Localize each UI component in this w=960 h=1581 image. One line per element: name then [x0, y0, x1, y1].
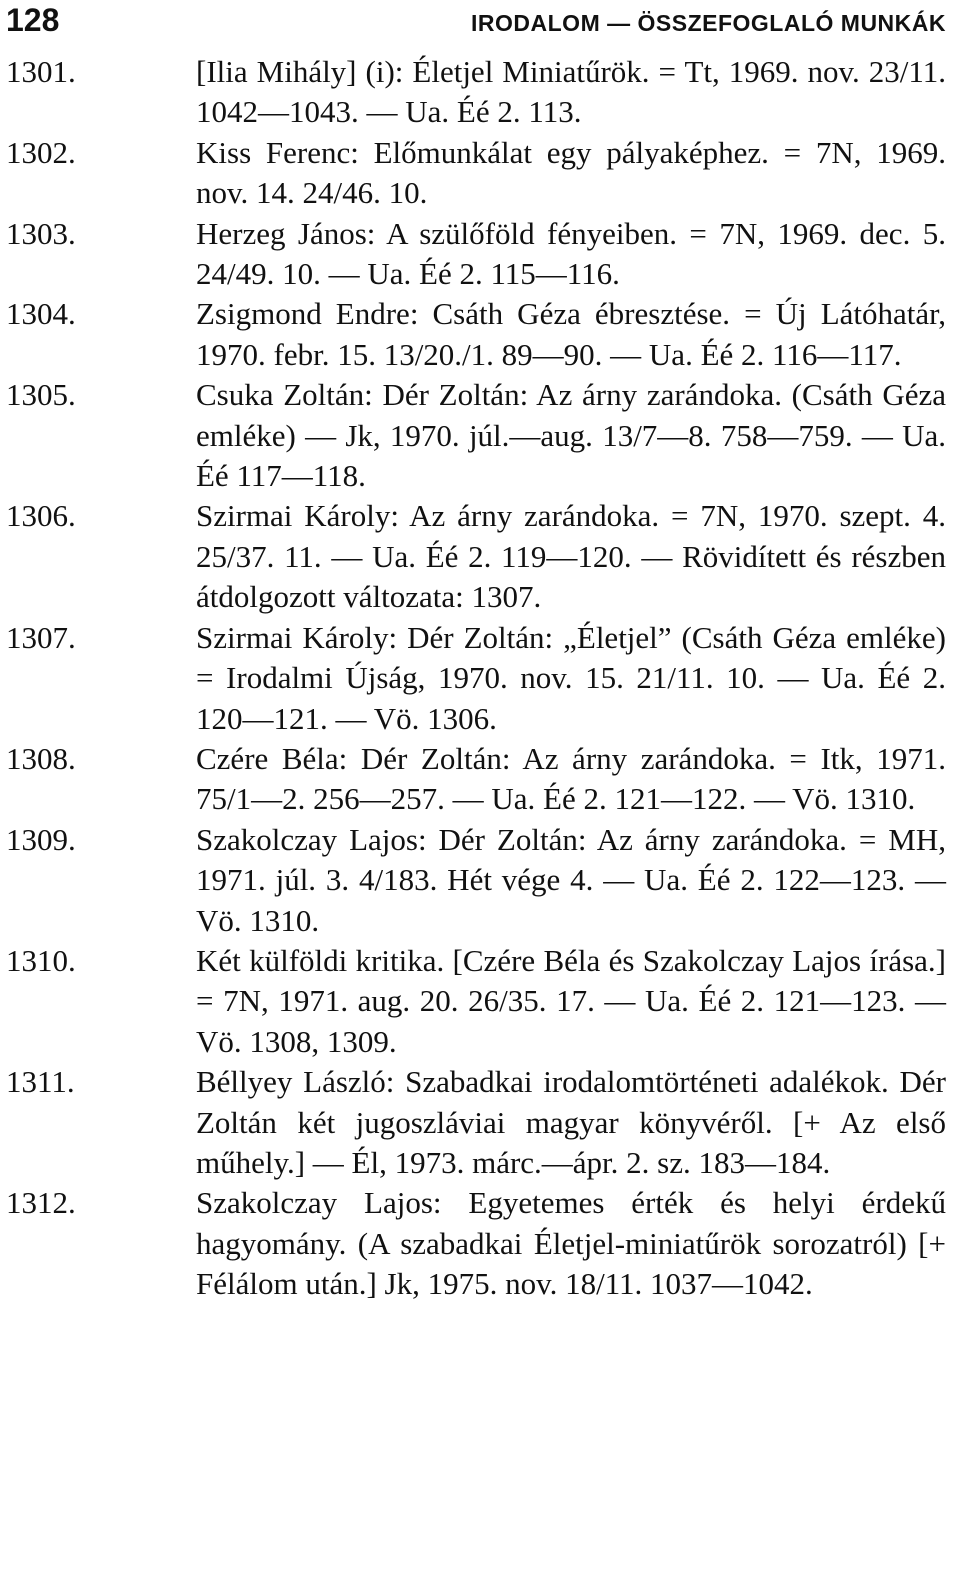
entry-number: 1310. [6, 942, 76, 978]
entry-1304 [6, 294, 946, 375]
entry-1303 [6, 214, 946, 295]
entry-1308 [6, 739, 946, 820]
entry-1310 [6, 941, 946, 1062]
running-title: IRODALOM — ÖSSZEFOGLALÓ MUNKÁK [471, 10, 946, 36]
entry-1311 [6, 1062, 946, 1183]
entry-text: Csuka Zoltán: Dér Zoltán: Az árny zarándoka. (Csáth Géza emléke) — Jk, 1970. júl.—aug. 13/7—8. 758—759. — Ua. Éé 117—118. [196, 377, 946, 494]
entry-1301 [6, 52, 946, 133]
entry-text: Szirmai Károly: Az árny zarándoka. = 7N, 1970. szept. 4. 25/37. 11. — Ua. Éé 2. 119—120. — Rövidített és részben átdolgozott változata: 1307. [196, 498, 946, 615]
entry-text: Két külföldi kritika. [Czére Béla és Szakolczay Lajos írása.] = 7N, 1971. aug. 20. 26/35. 17. — Ua. Éé 2. 121—123. — Vö. 1308, 1309. [196, 942, 946, 1059]
entry-number: 1301. [6, 54, 76, 89]
entry-text: Szakolczay Lajos: Egyetemes érték és helyi érdekű hagyomány. (A szabadkai Életjel-miniatűrök sorozatról) [+ Félálom után.] Jk, 1975. nov. 18/11. 1037—1042. [196, 1185, 946, 1302]
entry-text: [Ilia Mihály] (i): Életjel Miniatűrök. = Tt, 1969. nov. 23/11. 1042—1043. — Ua. Éé 2. 113. [196, 54, 946, 130]
entry-text: Zsigmond Endre: Csáth Géza ébresztése. = Új Látóhatár, 1970. febr. 15. 13/20./1. 89—90. — Ua. Éé 2. 116—117. [196, 296, 946, 372]
entry-number: 1309. [6, 821, 76, 857]
entry-number: 1302. [6, 134, 76, 170]
entry-text: Herzeg János: A szülőföld fényeiben. = 7N, 1969. dec. 5. 24/49. 10. — Ua. Éé 2. 115—116. [196, 215, 946, 292]
page-header [6, 2, 946, 42]
entry-number: 1306. [6, 498, 76, 534]
entry-1309 [6, 820, 946, 941]
entry-1302 [6, 133, 946, 214]
entry-text: Szakolczay Lajos: Dér Zoltán: Az árny zarándoka. = MH, 1971. júl. 3. 4/183. Hét vége 4. — Ua. Éé 2. 122—123. — Vö. 1310. [196, 821, 946, 938]
entry-number: 1303. [6, 215, 76, 251]
entry-1307 [6, 618, 946, 739]
entry-number: 1304. [6, 296, 76, 332]
entry-1312 [6, 1183, 946, 1304]
entry-number: 1311. [6, 1064, 75, 1100]
entry-text: Czére Béla: Dér Zoltán: Az árny zarándoka. = Itk, 1971. 75/1—2. 256—257. — Ua. Éé 2. 121—122. — Vö. 1310. [196, 740, 946, 817]
bibliography-entries [6, 52, 946, 1305]
entry-text: Béllyey László: Szabadkai irodalomtörténeti adalékok. Dér Zoltán két jugoszláviai magyar könyvéről. [+ Az első műhely.] — Él, 1973. márc.—ápr. 2. sz. 183—184. [196, 1064, 946, 1180]
page-number: 128 [6, 2, 60, 38]
entry-1305 [6, 375, 946, 496]
entry-text: Szirmai Károly: Dér Zoltán: „Életjel” (Csáth Géza emléke) = Irodalmi Újság, 1970. nov. 15. 21/11. 10. — Ua. Éé 2. 120—121. — Vö. 1306. [196, 619, 946, 736]
entry-number: 1305. [6, 377, 76, 413]
entry-number: 1308. [6, 740, 76, 776]
entry-1306 [6, 496, 946, 617]
entry-number: 1307. [6, 619, 76, 655]
entry-text: Kiss Ferenc: Előmunkálat egy pályaképhez. = 7N, 1969. nov. 14. 24/46. 10. [196, 134, 946, 211]
entry-number: 1312. [6, 1185, 76, 1221]
